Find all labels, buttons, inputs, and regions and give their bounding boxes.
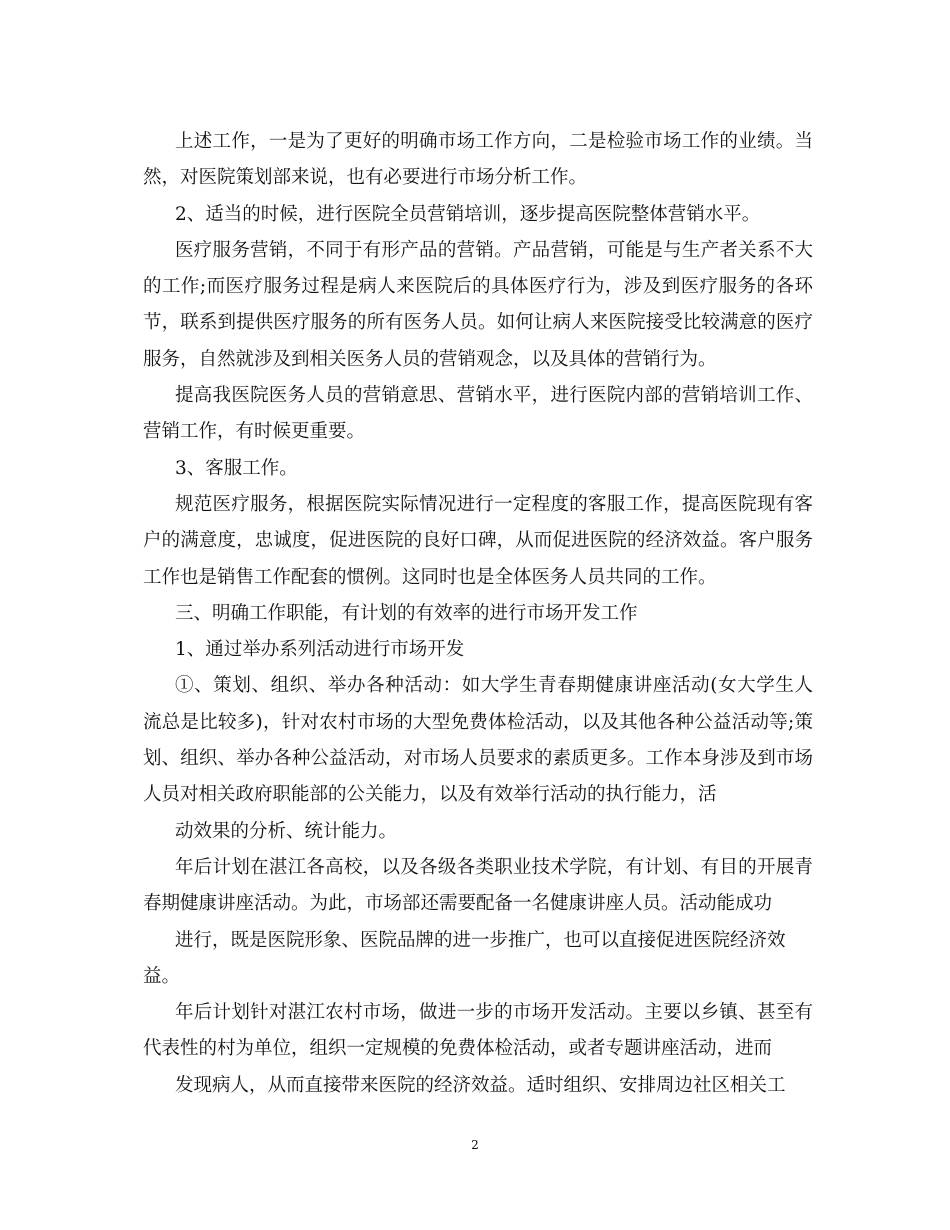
text-line: 流总是比较多)，针对农村市场的大型免费体检活动，以及其他各种公益活动等;策 (143, 711, 813, 733)
text-line: 节，联系到提供医疗服务的所有医务人员。如何让病人来医院接受比较满意的医疗 (143, 312, 813, 334)
text-line: 医疗服务营销，不同于有形产品的营销。产品营销，可能是与生产者关系不大 (175, 239, 813, 261)
page-number: 2 (471, 1138, 479, 1152)
text-line: 划、组织、举办各种公益活动，对市场人员要求的素质更多。工作本身涉及到市场 (143, 748, 813, 770)
text-line: 然，对医院策划部来说，也有必要进行市场分析工作。 (143, 167, 588, 189)
text-line: 服务，自然就涉及到相关医务人员的营销观念，以及具体的营销行为。 (143, 348, 717, 370)
text-line: 工作也是销售工作配套的惯例。这同时也是全体医务人员共同的工作。 (143, 566, 717, 588)
text-line: 进行，既是医院形象、医院品牌的进一步推广，也可以直接促进医院经济效 (175, 929, 786, 951)
text-line: 代表性的村为单位，组织一定规模的免费体检活动，或者专题讲座活动，进而 (143, 1038, 773, 1060)
text-line: 人员对相关政府职能部的公关能力，以及有效举行活动的执行能力，活 (143, 784, 717, 806)
text-line: ①、策划、组织、举办各种活动：如大学生青春期健康讲座活动(女大学生人 (175, 675, 813, 697)
text-line: 提高我医院医务人员的营销意思、营销水平，进行医院内部的营销培训工作、 (175, 385, 813, 407)
text-line: 益。 (143, 965, 181, 987)
text-line: 发现病人，从而直接带来医院的经济效益。适时组织、安排周边社区相关工 (175, 1074, 786, 1096)
text-line: 上述工作，一是为了更好的明确市场工作方向，二是检验市场工作的业绩。当 (175, 131, 813, 152)
text-line: 户的满意度，忠诚度，促进医院的良好口碑，从而促进医院的经济效益。客户服务 (143, 530, 813, 552)
text-line: 年后计划在湛江各高校，以及各级各类职业技术学院，有计划、有目的开展青 (175, 856, 813, 878)
text-line: 年后计划针对湛江农村市场，做进一步的市场开发活动。主要以乡镇、甚至有 (175, 1002, 813, 1024)
text-line: 1、通过举办系列活动进行市场开发 (175, 639, 465, 661)
text-line: 3、客服工作。 (175, 457, 298, 479)
text-line: 营销工作，有时候更重要。 (143, 421, 366, 443)
text-line: 2、适当的时候，进行医院全员营销培训，逐步提高医院整体营销水平。 (175, 203, 761, 225)
body-text (143, 124, 813, 1104)
text-line: 动效果的分析、统计能力。 (175, 820, 398, 842)
text-line: 三、明确工作职能，有计划的有效率的进行市场开发工作 (175, 602, 638, 624)
text-line: 春期健康讲座活动。为此，市场部还需要配备一名健康讲座人员。活动能成功 (143, 893, 773, 915)
text-line: 的工作;而医疗服务过程是病人来医院后的具体医疗行为，涉及到医疗服务的各环 (143, 276, 813, 298)
text-line: 规范医疗服务，根据医院实际情况进行一定程度的客服工作，提高医院现有客 (175, 493, 813, 515)
